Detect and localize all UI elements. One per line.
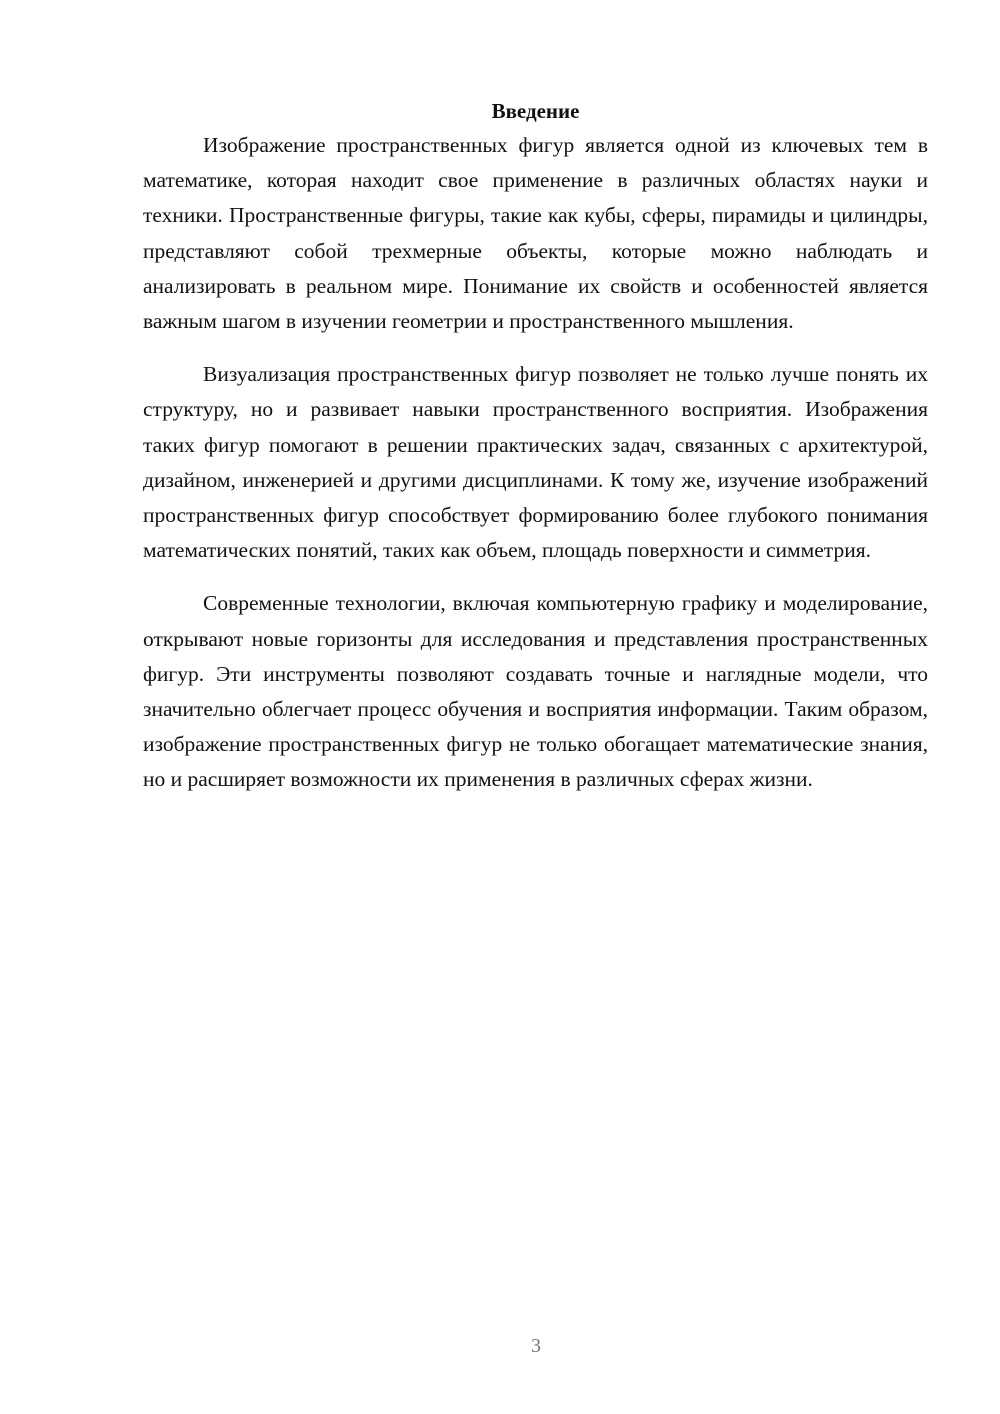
- page-content: [143, 96, 928, 798]
- paragraph-1: Изображение пространственных фигур является одной из ключевых тем в математике, которая находит свое применение в различных областях науки и техники. Пространственные фигуры, такие как кубы, сферы, пирамиды и цилиндры, представляют собой трехмерные объекты, которые можно наблюдать и анализировать в реальном мире. Понимание их свойств и особенностей является важным шагом в изучении геометрии и пространственного мышления.: [143, 133, 928, 334]
- paragraph-2: Визуализация пространственных фигур позволяет не только лучше понять их структуру, но и развивает навыки пространственного восприятия. Изображения таких фигур помогают в решении практических задач, связанных с архитектурой, дизайном, инженерией и другими дисциплинами. К тому же, изучение изображений пространственных фигур способствует формированию более глубокого понимания математических понятий, таких как объем, площадь поверхности и симметрия.: [143, 362, 928, 563]
- page-number: 3: [531, 1335, 541, 1357]
- paragraph-3: Современные технологии, включая компьютерную графику и моделирование, открывают новые горизонты для исследования и представления пространственных фигур. Эти инструменты позволяют создавать точные и наглядные модели, что значительно облегчает процесс обучения и восприятия информации. Таким образом, изображение пространственных фигур не только обогащает математические знания, но и расширяет возможности их применения в различных сферах жизни.: [143, 591, 928, 792]
- section-heading: Введение: [491, 99, 580, 123]
